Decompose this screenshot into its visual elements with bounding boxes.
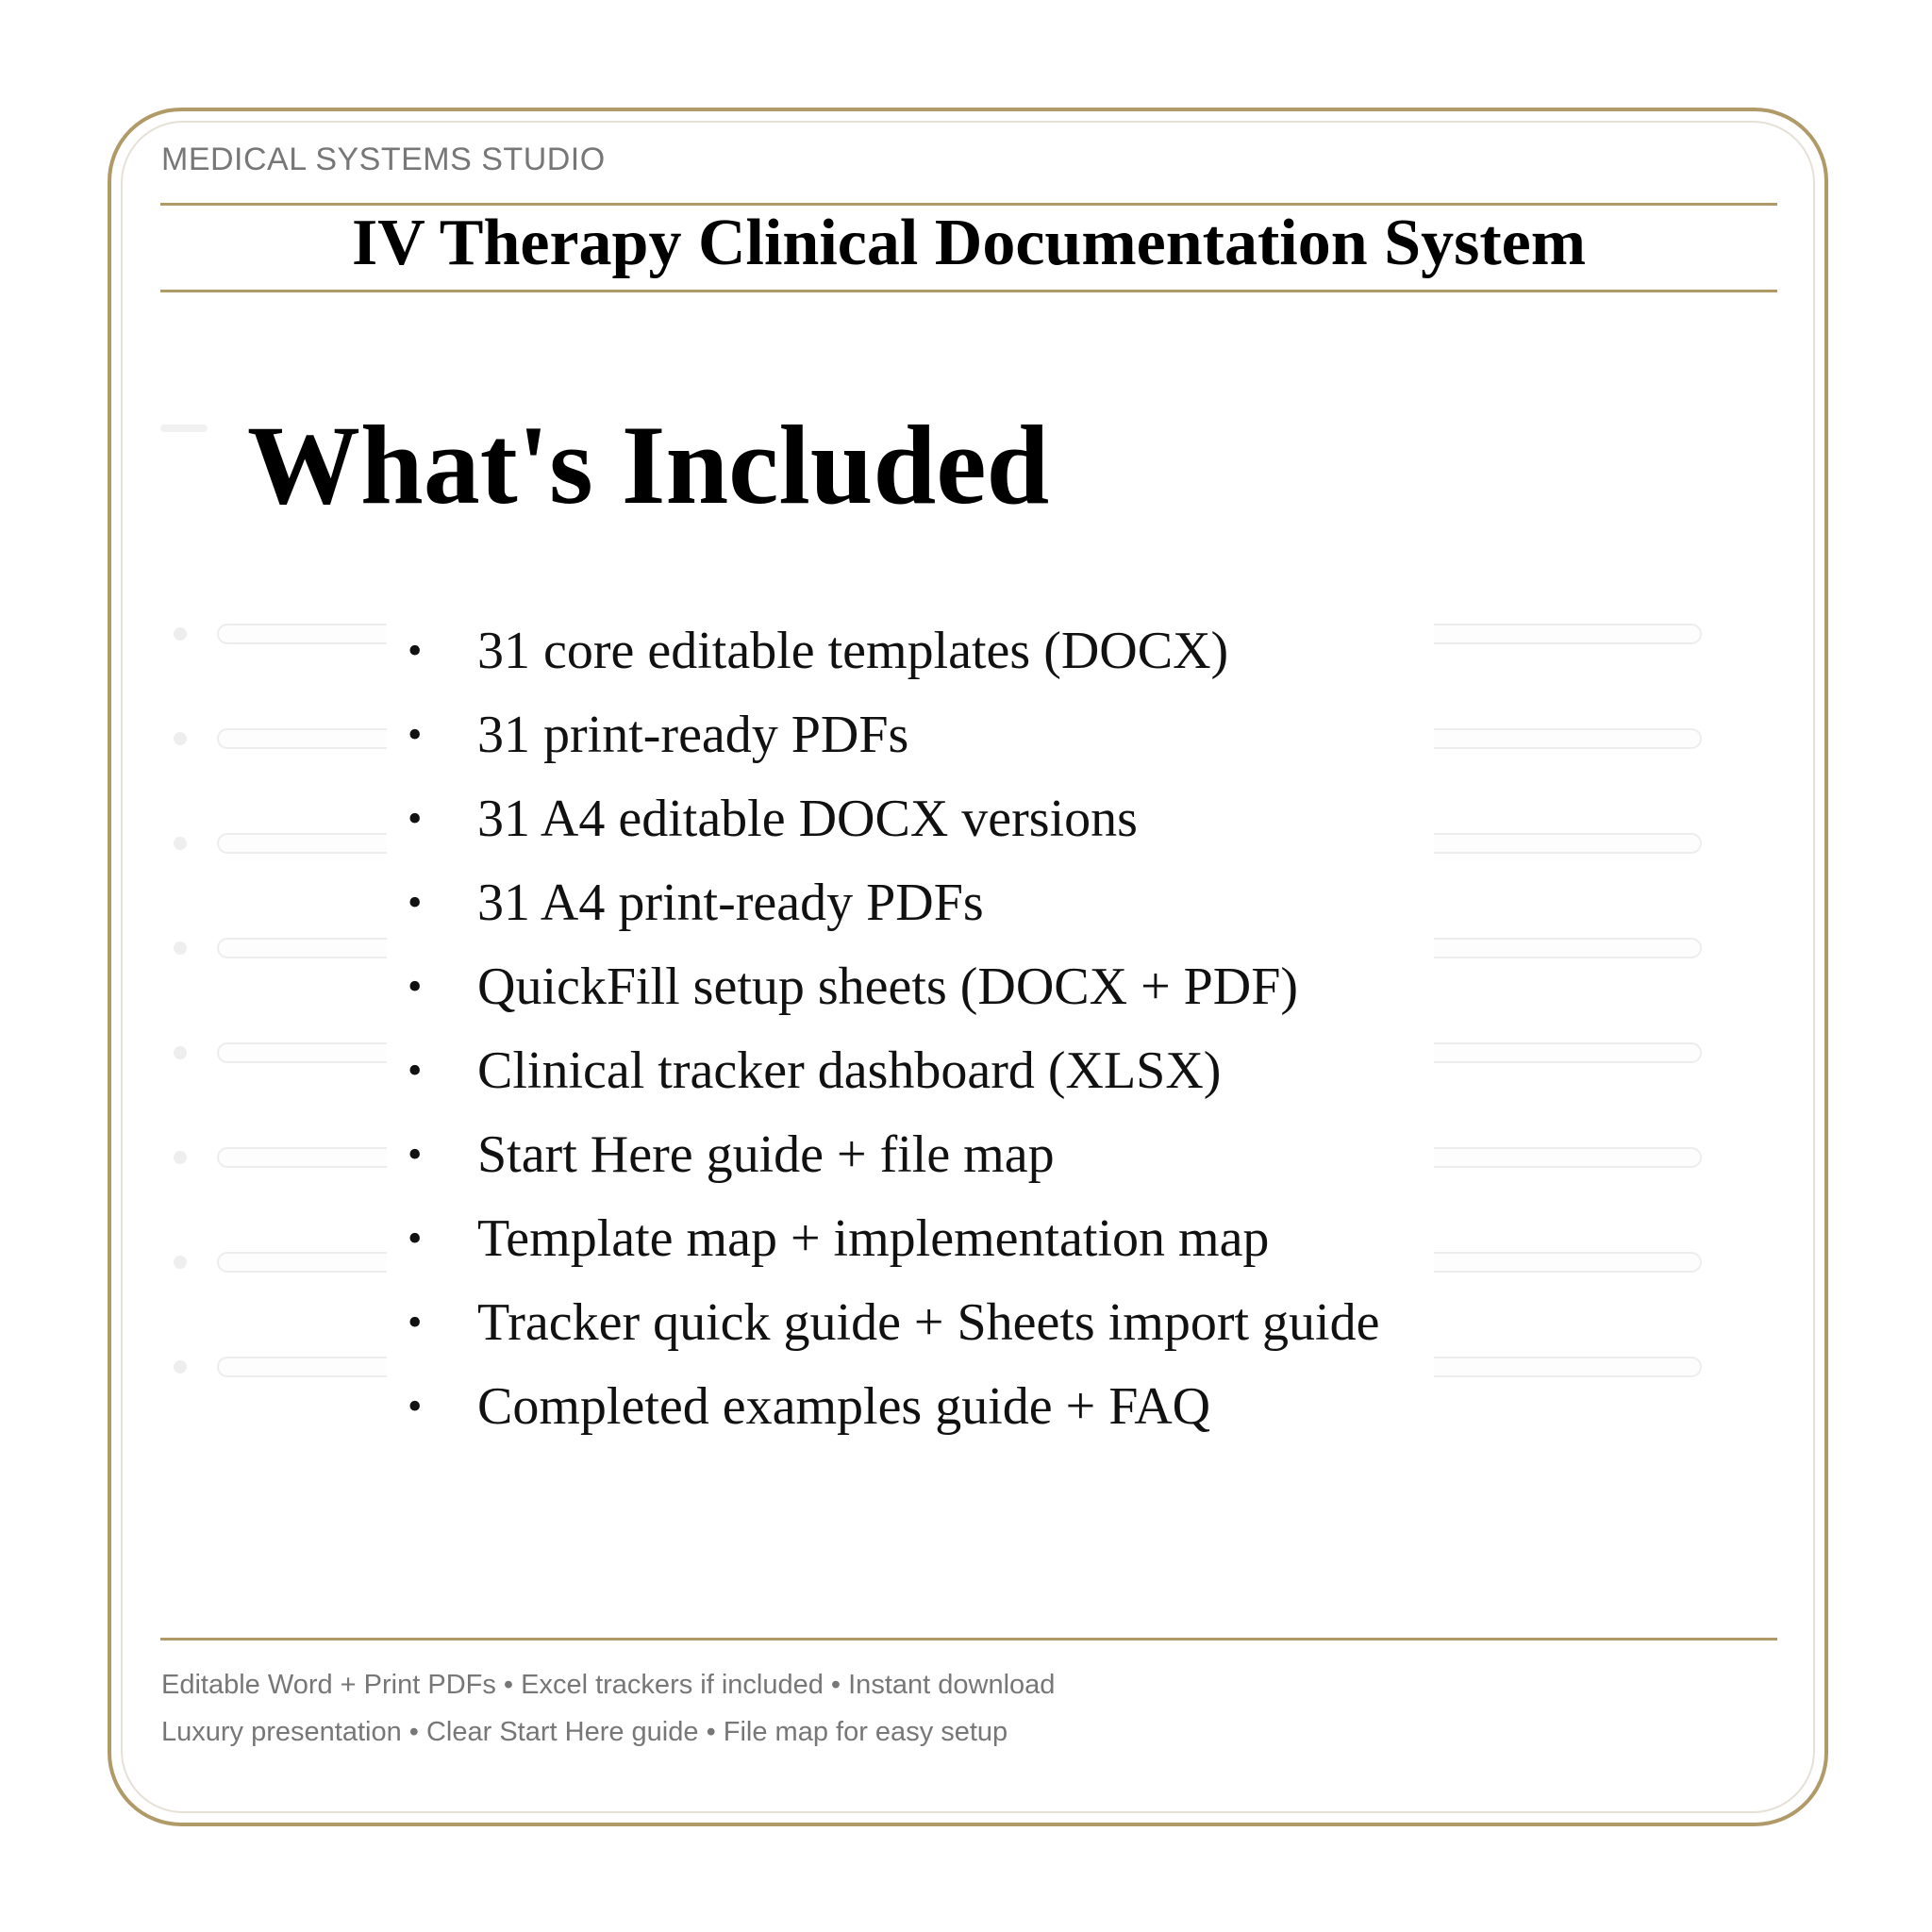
list-item <box>396 783 1379 867</box>
placeholder-dot <box>174 837 187 850</box>
placeholder-dot <box>174 941 187 955</box>
list-item-text: 31 core editable templates (DOCX) <box>477 622 1229 680</box>
list-item <box>396 1371 1379 1455</box>
list-item <box>396 951 1379 1035</box>
list-item-text: 31 A4 print-ready PDFs <box>477 874 984 932</box>
list-item-text: QuickFill setup sheets (DOCX + PDF) <box>477 958 1299 1016</box>
list-item-text: Completed examples guide + FAQ <box>477 1377 1211 1436</box>
product-title: IV Therapy Clinical Documentation System <box>351 207 1587 279</box>
placeholder-dot <box>174 627 187 641</box>
list-item-text: Clinical tracker dashboard (XLSX) <box>477 1041 1222 1100</box>
bullet-icon: • <box>408 711 423 758</box>
list-item <box>396 1287 1379 1371</box>
bullet-icon: • <box>408 795 423 841</box>
list-item <box>396 699 1379 783</box>
list-item-text: Template map + implementation map <box>477 1209 1270 1268</box>
bullet-icon: • <box>408 1131 423 1177</box>
placeholder-dot <box>174 1360 187 1374</box>
list-item <box>396 1035 1379 1119</box>
bullet-icon: • <box>408 1215 423 1261</box>
list-item <box>396 615 1379 699</box>
placeholder-dot <box>174 1256 187 1269</box>
bullet-icon: • <box>408 963 423 1009</box>
bullet-icon: • <box>408 627 423 674</box>
footer-line-2: Luxury presentation • Clear Start Here guide • File map for easy setup <box>161 1717 1008 1747</box>
bullet-icon: • <box>408 879 423 925</box>
list-item-text: 31 print-ready PDFs <box>477 706 909 764</box>
bullet-icon: • <box>408 1299 423 1345</box>
placeholder-dot <box>174 1046 187 1059</box>
list-item <box>396 1203 1379 1287</box>
bullet-icon: • <box>408 1047 423 1093</box>
brand-label: MEDICAL SYSTEMS STUDIO <box>161 142 606 177</box>
list-item <box>396 867 1379 951</box>
list-item-text: Start Here guide + file map <box>477 1125 1055 1184</box>
feature-list <box>396 615 1379 1455</box>
list-item-text: Tracker quick guide + Sheets import guide <box>477 1293 1380 1352</box>
footer-line-1: Editable Word + Print PDFs • Excel trackers if included • Instant download <box>161 1670 1056 1700</box>
section-heading: What's Included <box>247 402 1050 527</box>
placeholder-dot <box>174 732 187 745</box>
list-item-text: 31 A4 editable DOCX versions <box>477 790 1138 848</box>
list-item <box>396 1119 1379 1203</box>
footer-rule <box>160 1638 1777 1641</box>
placeholder-dot <box>174 1151 187 1164</box>
bullet-icon: • <box>408 1383 423 1429</box>
